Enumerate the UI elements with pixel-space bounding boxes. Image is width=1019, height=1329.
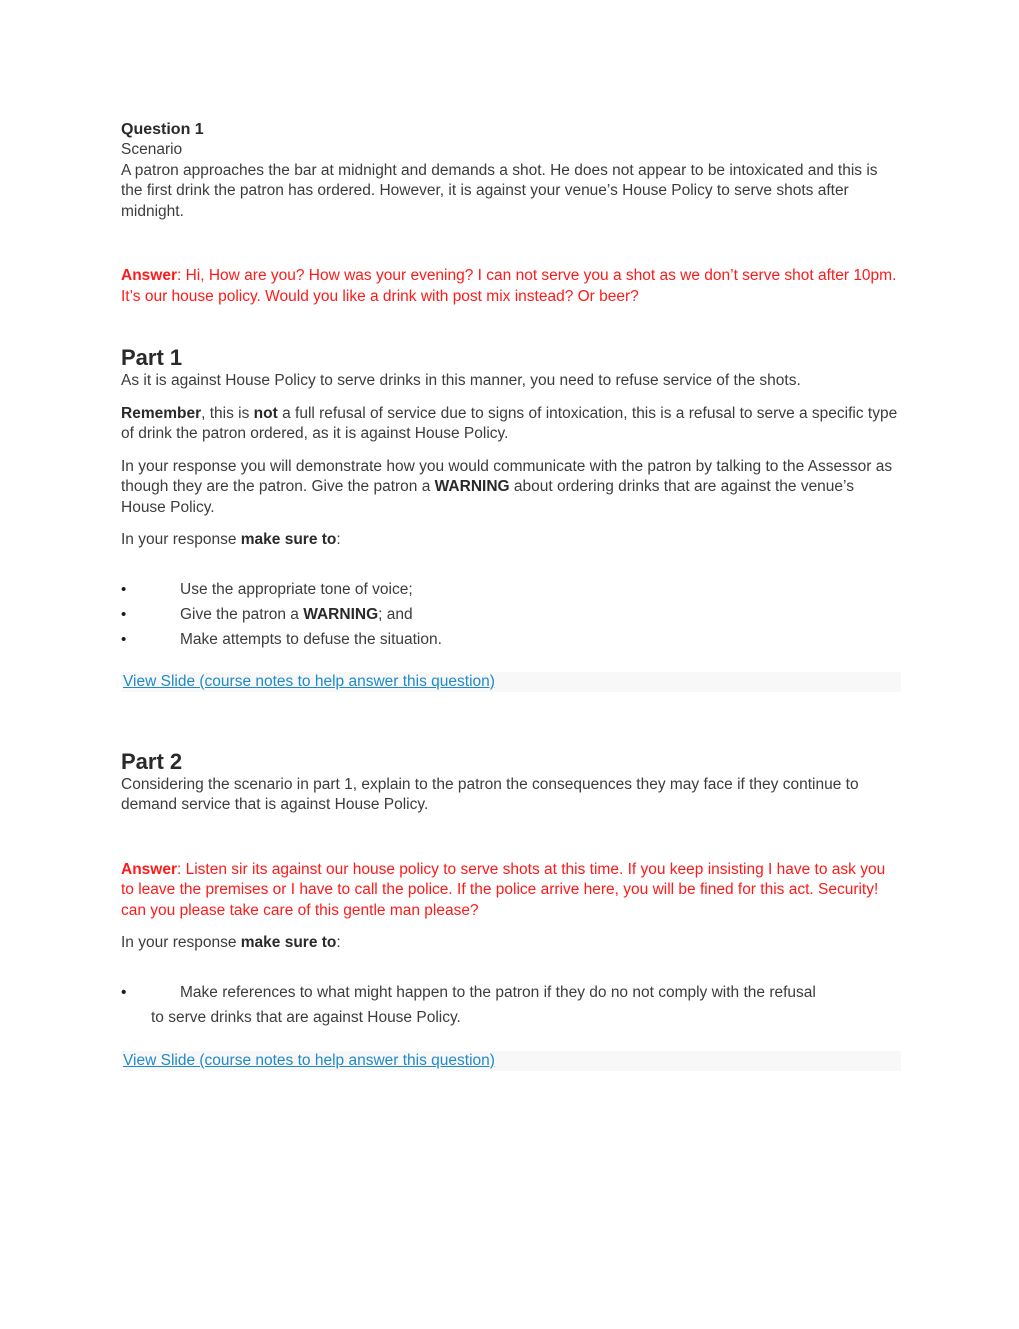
- bullet-text-line-2: to serve drinks that are against House Policy.: [151, 1008, 461, 1026]
- scenario-label: Scenario: [121, 141, 183, 158]
- bullet-icon: •: [121, 630, 127, 648]
- answer-1: [121, 266, 901, 307]
- list-item: [121, 627, 901, 652]
- make-sure-text-a: In your response: [121, 934, 241, 951]
- part-1-link-bar: [121, 672, 901, 692]
- part-2-intro: Considering the scenario in part 1, explain to the patron the consequences they may face if they continue to demand service that is against House Policy.: [121, 775, 859, 813]
- make-sure-bold: make sure to: [240, 934, 337, 951]
- answer-2: [121, 860, 901, 922]
- bullet-text-line-1: Make references to what might happen to the patron if they do no not comply with the refusal: [180, 983, 816, 1001]
- part-2-link-bar: [121, 1051, 901, 1071]
- view-slide-link-part-2[interactable]: View Slide (course notes to help answer this question): [123, 1051, 495, 1069]
- response-text-a: In your response you will demonstrate how you would communicate with the patron by talking to the Assessor as though they are the patron. Give the patron a: [121, 457, 893, 495]
- part-1-response: [121, 457, 901, 519]
- response-warning: WARNING: [434, 478, 510, 495]
- part-1-heading: Part 1: [121, 345, 183, 370]
- bullet-icon: •: [121, 580, 127, 598]
- part-1-bullet-list: [121, 577, 901, 652]
- bullet-icon: •: [121, 605, 127, 623]
- make-sure-text-a: In your response: [121, 531, 241, 548]
- list-item: [121, 577, 901, 602]
- answer-2-text: : Listen sir its against our house policy to serve shots at this time. If you keep insisting I have to ask you to leave the premises or I have to call the police. If the police arrive here, you will be fined for this act. Security! can you please take care of this gentle man please?: [121, 860, 886, 919]
- bullet-text: Use the appropriate tone of voice;: [180, 580, 413, 598]
- remember-not: not: [253, 404, 278, 422]
- remember-text-a: , this is: [201, 404, 254, 422]
- part-1-remember: [121, 404, 901, 445]
- make-sure-text-b: :: [336, 531, 341, 548]
- bullet-text: ; and: [378, 605, 413, 623]
- answer-1-text: : Hi, How are you? How was your evening? I can not serve you a shot as we don’t serve shot after 10pm. It’s our house policy. Would you like a drink with post mix instead? Or beer?: [121, 267, 897, 305]
- make-sure-text-b: :: [336, 934, 341, 951]
- document-page: [121, 118, 901, 1071]
- answer-1-label: Answer: [121, 267, 177, 284]
- bullet-text: Make attempts to defuse the situation.: [180, 630, 442, 648]
- part-2-make-sure: [121, 933, 901, 954]
- view-slide-link-part-1[interactable]: View Slide (course notes to help answer this question): [123, 672, 495, 690]
- bullet-bold: WARNING: [303, 605, 379, 623]
- part-2-heading: Part 2: [121, 748, 183, 774]
- part-1-make-sure: [121, 530, 901, 551]
- part-1-intro: As it is against House Policy to serve drinks in this manner, you need to refuse service of the shots.: [121, 372, 801, 389]
- answer-2-label: Answer: [121, 860, 177, 878]
- bullet-icon: •: [121, 983, 127, 1001]
- question-title: Question 1: [121, 121, 204, 138]
- list-item: [121, 602, 901, 627]
- bullet-text: Give the patron a: [180, 605, 304, 623]
- response-text-b: about ordering drinks that are against the venue’s House Policy.: [121, 478, 854, 516]
- remember-text-b: a full refusal of service due to signs of intoxication, this is a refusal to serve a specific type of drink the patron ordered, as it is against House Policy.: [121, 404, 898, 442]
- scenario-text: A patron approaches the bar at midnight and demands a shot. He does not appear to be intoxicated and this is the first drink the patron has ordered. However, it is against your venue’s House Policy to serve shots after midnight.: [121, 161, 878, 220]
- remember-bold: Remember: [121, 404, 202, 422]
- list-item: [121, 980, 901, 1030]
- make-sure-bold: make sure to: [240, 531, 337, 548]
